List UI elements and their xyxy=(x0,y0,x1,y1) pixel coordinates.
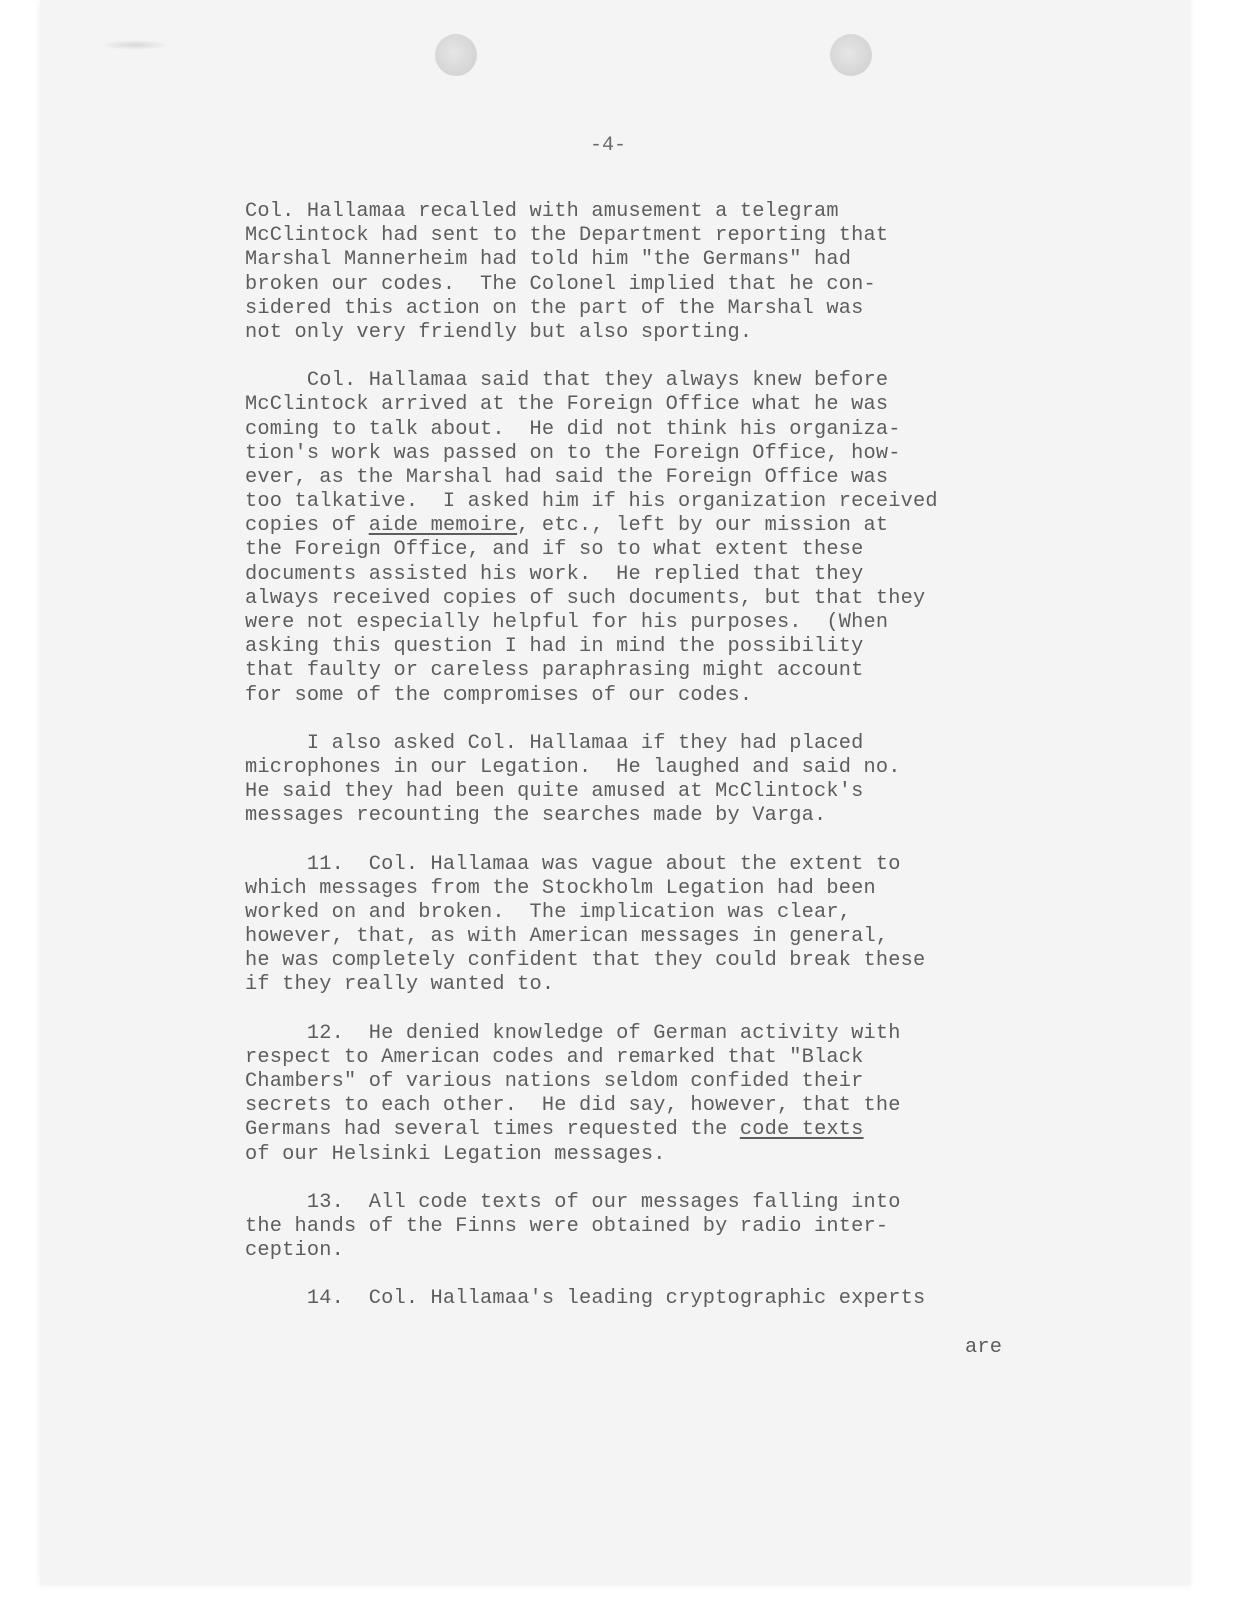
text-line: the hands of the Finns were obtained by radio inter- xyxy=(245,1214,889,1238)
text-line: 13. All code texts of our messages falling into xyxy=(245,1190,901,1214)
text-line: He said they had been quite amused at McClintock's xyxy=(245,780,864,804)
text-fragment: Germans had several times requested the xyxy=(245,1118,740,1142)
document-body xyxy=(245,200,1075,1360)
punch-hole-left xyxy=(435,34,477,76)
text-line-aide-memoire xyxy=(245,514,1075,538)
text-line: ception. xyxy=(245,1239,344,1263)
text-line: respect to American codes and remarked that "Black xyxy=(245,1045,864,1069)
text-line: secrets to each other. He did say, however, that the xyxy=(245,1094,901,1118)
text-line: always received copies of such documents, but that they xyxy=(245,586,926,610)
text-line: for some of the compromises of our codes. xyxy=(245,683,753,707)
text-line-code-texts xyxy=(245,1118,1075,1142)
text-line: not only very friendly but also sporting. xyxy=(245,320,753,344)
text-line: he was completely confident that they could break these xyxy=(245,949,926,973)
text-line: messages recounting the searches made by Varga. xyxy=(245,804,827,828)
text-line: that faulty or careless paraphrasing might account xyxy=(245,659,864,683)
text-line: Chambers" of various nations seldom confided their xyxy=(245,1070,864,1093)
paragraph-14 xyxy=(245,1287,1075,1311)
paragraph-3 xyxy=(245,732,1075,829)
paragraph-11 xyxy=(245,853,1075,998)
punch-hole-right xyxy=(830,34,872,76)
text-line: which messages from the Stockholm Legation had been xyxy=(245,876,876,900)
text-line: documents assisted his work. He replied that they xyxy=(245,562,864,586)
text-line: McClintock arrived at the Foreign Office what he was xyxy=(245,393,889,417)
text-line: worked on and broken. The implication was clear, xyxy=(245,900,852,924)
text-line: I also asked Col. Hallamaa if they had placed xyxy=(245,731,864,755)
text-line: tion's work was passed on to the Foreign Office, how- xyxy=(245,441,901,465)
text-line: broken our codes. The Colonel implied that he con- xyxy=(245,272,876,296)
paragraph-13 xyxy=(245,1191,1075,1264)
text-line: 11. Col. Hallamaa was vague about the extent to xyxy=(245,852,901,876)
text-line: if they really wanted to. xyxy=(245,973,555,997)
text-fragment: copies of xyxy=(245,514,369,538)
code-texts-underlined: code texts xyxy=(739,1118,864,1142)
text-line: McClintock had sent to the Department reporting that xyxy=(245,224,889,248)
text-line: Col. Hallamaa said that they always knew before xyxy=(245,369,889,393)
paragraph-1 xyxy=(245,200,1075,345)
text-line: Marshal Mannerheim had told him "the Germans" had xyxy=(245,248,852,272)
text-line: sidered this action on the part of the Marshal was xyxy=(245,296,864,320)
paragraph-2 xyxy=(245,369,1075,708)
paragraph-12 xyxy=(245,1022,1075,1167)
text-line: 14. Col. Hallamaa's leading cryptographic experts xyxy=(245,1287,926,1311)
text-line: 12. He denied knowledge of German activity with xyxy=(245,1021,901,1045)
text-line: asking this question I had in mind the possibility xyxy=(245,635,864,659)
aide-memoire-underlined: aide memoire xyxy=(368,514,518,538)
text-line: microphones in our Legation. He laughed and said no. xyxy=(245,755,901,779)
text-line: were not especially helpful for his purposes. (When xyxy=(245,611,889,634)
catchword: are xyxy=(965,1335,1003,1359)
text-fragment: , etc., left by our mission at xyxy=(517,514,889,538)
text-line: too talkative. I asked him if his organization received xyxy=(245,490,938,514)
text-line: ever, as the Marshal had said the Foreign Office was xyxy=(245,465,889,489)
text-line: the Foreign Office, and if so to what extent these xyxy=(245,538,864,562)
text-line: of our Helsinki Legation messages. xyxy=(245,1142,666,1166)
scan-speck xyxy=(100,40,170,50)
text-line: coming to talk about. He did not think his organiza- xyxy=(245,417,901,441)
page-number: -4- xyxy=(590,134,627,157)
text-line: however, that, as with American messages in general, xyxy=(245,925,889,949)
text-line: Col. Hallamaa recalled with amusement a telegram xyxy=(245,200,839,223)
